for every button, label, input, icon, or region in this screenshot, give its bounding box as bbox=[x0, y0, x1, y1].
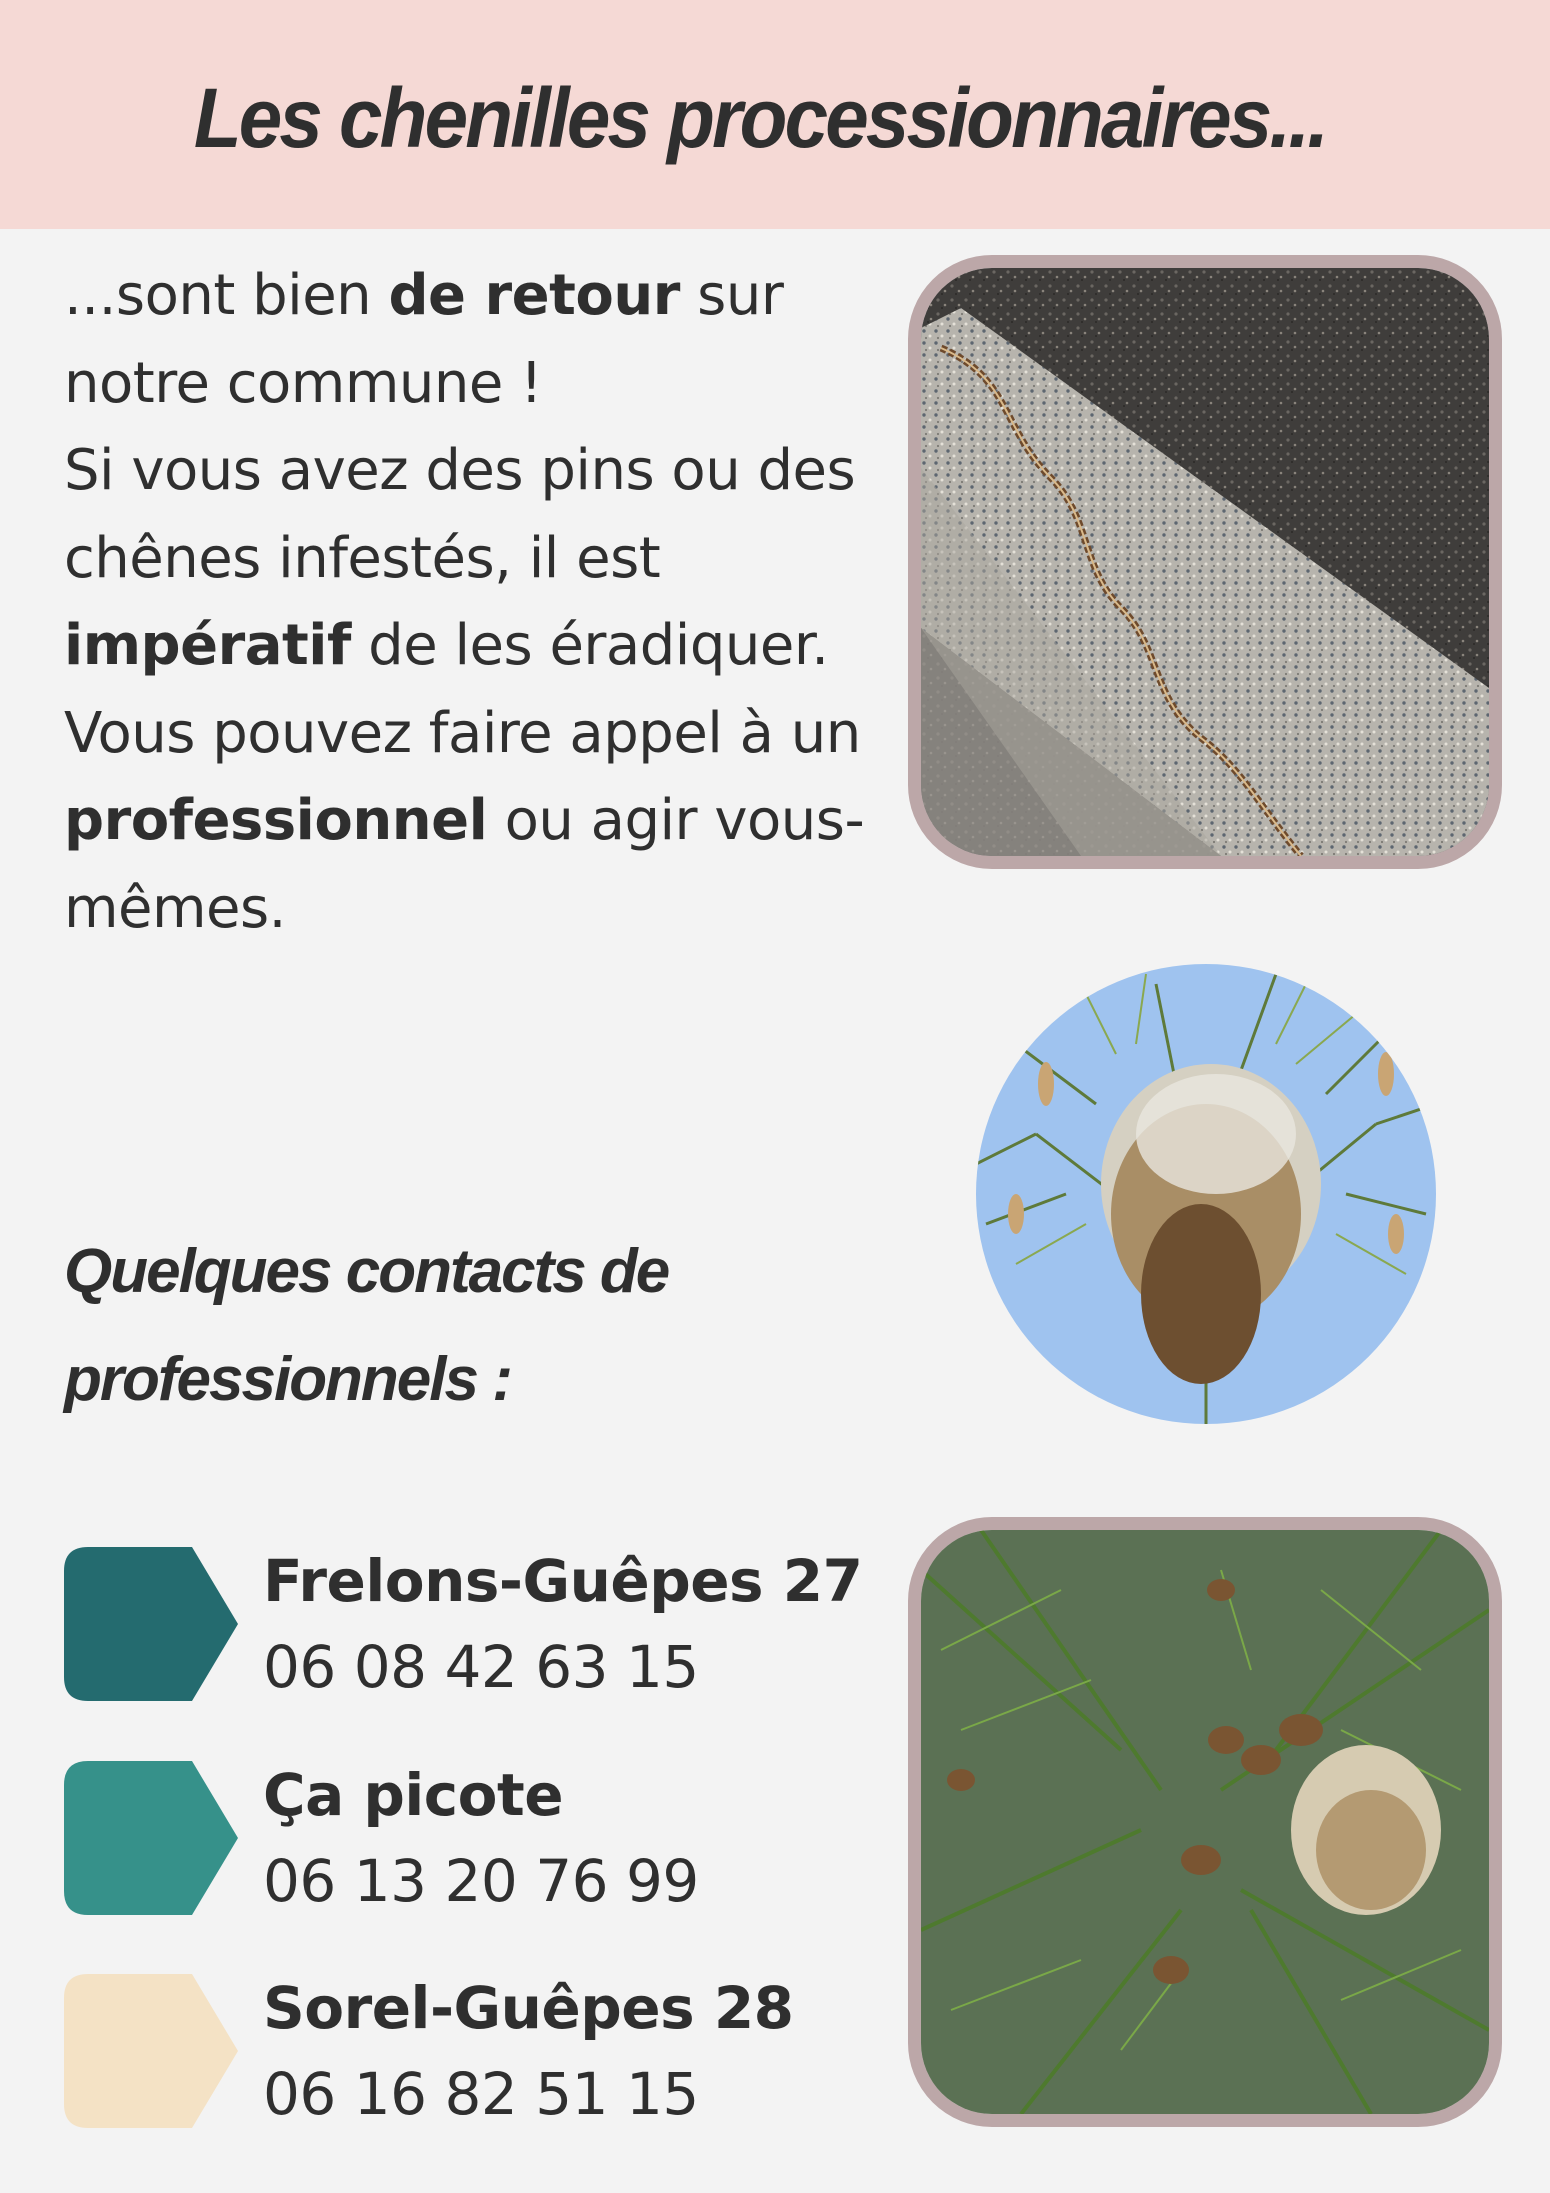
page-title: Les chenilles processionnaires... bbox=[193, 71, 1327, 165]
intro-p1: ...sont bien de retour sur notre commune ! bbox=[64, 263, 784, 416]
intro-p2: Si vous avez des pins ou des chênes infestés, il est impératif de les éradiquer. bbox=[64, 438, 856, 678]
contact-phone[interactable]: 06 16 82 51 15 bbox=[263, 2060, 699, 2128]
tag-shape-icon bbox=[64, 1974, 238, 2128]
contact-item bbox=[64, 1761, 914, 1921]
contact-name: Frelons-Guêpes 27 bbox=[263, 1547, 863, 1615]
contact-name: Ça picote bbox=[263, 1761, 564, 1829]
tag-shape-icon bbox=[64, 1761, 238, 1915]
contact-phone[interactable]: 06 13 20 76 99 bbox=[263, 1847, 699, 1915]
contact-phone[interactable]: 06 08 42 63 15 bbox=[263, 1633, 699, 1701]
intro-text bbox=[64, 252, 894, 952]
tag-shape-icon bbox=[64, 1547, 238, 1701]
photo-caterpillars-on-curb bbox=[908, 255, 1502, 869]
contacts-heading: Quelques contacts de professionnels : bbox=[64, 1237, 669, 1414]
contact-item bbox=[64, 1547, 914, 1707]
photo-pine-branches-nest bbox=[908, 1517, 1502, 2127]
photo-pine-nest-round bbox=[976, 964, 1436, 1424]
contact-name: Sorel-Guêpes 28 bbox=[263, 1974, 794, 2042]
intro-p3: Vous pouvez faire appel à un professionnel ou agir vous-mêmes. bbox=[64, 700, 865, 941]
contact-item bbox=[64, 1974, 914, 2134]
header-banner bbox=[0, 0, 1550, 229]
